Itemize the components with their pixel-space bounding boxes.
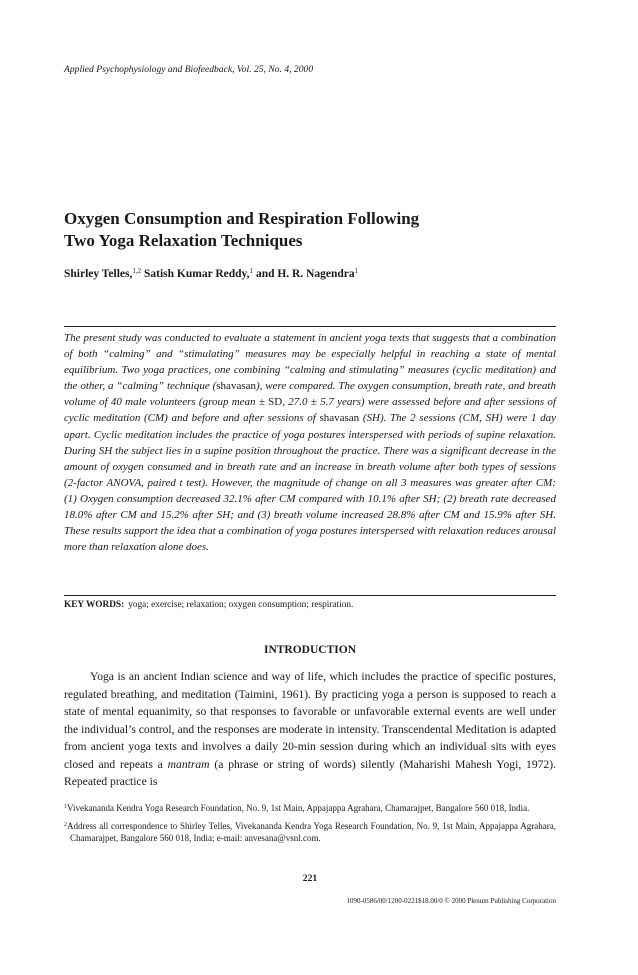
- page-number: 221: [302, 873, 318, 884]
- title-line-2: Two Yoga Relaxation Techniques: [64, 231, 303, 250]
- abstract: [64, 330, 556, 555]
- footnote-mark: 1: [64, 804, 67, 810]
- keywords-label: KEY WORDS:: [64, 600, 125, 610]
- footnote-text: Address all correspondence to Shirley Telles, Vivekananda Kendra Yoga Research Foundation, No. 9, 1st Main, Appajappa Agrahara, Chamarajpet, Bangalore 560 018, India; e-mail: anvesana@vsnl.com.: [67, 820, 556, 844]
- abstract-top-rule: [64, 326, 556, 327]
- abstract-bottom-rule: [64, 595, 556, 596]
- author-name: Satish Kumar Reddy,: [141, 268, 250, 280]
- author-name: Shirley Telles,: [64, 268, 133, 280]
- author-affiliation-mark: 1: [354, 267, 359, 275]
- title-line-1: Oxygen Consumption and Respiration Following: [64, 209, 420, 228]
- abstract-term: shavasan: [216, 380, 256, 393]
- journal-citation: Applied Psychophysiology and Biofeedback, Vol. 25, No. 4, 2000: [64, 64, 314, 75]
- abstract-term: shavasan: [319, 412, 360, 425]
- section-heading: INTRODUCTION: [263, 644, 356, 656]
- paper-page: [64, 0, 556, 975]
- abstract-text: The present study was conducted to evaluate a statement in ancient yoga texts that suggests that a combination of both “calming” and “stimulating” measures may be especially helpful in reaching a state of mental equilibrium. Two yoga practices, one combining “calming and stimulating” measures (cyclic meditation) and the other, a “calming” technique (: [64, 332, 556, 393]
- footnotes: [64, 801, 556, 849]
- footnote-mark: 2: [64, 821, 67, 828]
- body-text: (a phrase or string of words) silently (Maharishi Mahesh Yogi, 1972). Repeated practice is: [64, 757, 556, 788]
- copyright-line: 1090-0586/00/1200-0221$18.00/0 © 2000 Plenum Publishing Corporation: [346, 897, 556, 905]
- author-affiliation-mark: 1,2: [132, 267, 142, 275]
- abstract-term: SD: [268, 396, 283, 409]
- article-title: [64, 208, 419, 252]
- body-text: Yoga is an ancient Indian science and way of life, which includes the practice of specific postures, regulated breathing, and meditation (Taimini, 1961). By practicing yoga a person is supposed to reach a state of mental equanimity, so that responses to favorable or unfavorable external events are well under the individual’s control, and the responses are moderate in intensity. Transcendental Meditation is adapted from ancient yoga texts and involves a daily 20-min session during which an individual sits with eyes closed and repeats a: [64, 670, 556, 771]
- footnote: [64, 819, 556, 845]
- footnote: [64, 801, 556, 815]
- abstract-text: ), were compared. The oxygen consumption, breath rate, and breath volume of 40 male volunteers (group mean ±: [64, 380, 556, 409]
- footnote-text: Vivekananda Kendra Yoga Research Foundation, No. 9, 1st Main, Appajappa Agrahara, Chamarajpet, Bangalore 560 018, India.: [67, 803, 530, 813]
- abstract-text: (SH). The 2 sessions (CM, SH) were 1 day apart. Cyclic meditation includes the practice of yoga postures interspersed with periods of supine relaxation. During SH the subject lies in a supine position throughout the practice. There was a significant decrease in the amount of oxygen consumed and in breath rate and an increase in breath volume after both types of sessions (2-factor ANOVA, paired t test). However, the magnitude of change on all 3 measures was greater after CM: (1) Oxygen consumption decreased 32.1% after CM compared with 10.1% after SH; (2) breath rate decreased 18.0% after CM and 15.2% after SH; and (3) breath volume increased 28.8% after CM and 15.9% after SH. These results support the idea that a combination of yoga postures interspersed with relaxation reduces arousal more than relaxation alone does.: [64, 412, 556, 554]
- abstract-text: , 27.0 ± 5.7 years) were assessed before and after sessions of cyclic meditation (CM) and before and after sessions of: [64, 396, 556, 425]
- body-term: mantram: [167, 757, 210, 771]
- author-list: [64, 267, 358, 280]
- author-affiliation-mark: 1: [249, 267, 254, 275]
- introduction-paragraph: [64, 668, 556, 791]
- keywords: [64, 600, 353, 610]
- author-name: and H. R. Nagendra: [253, 268, 355, 280]
- keywords-text: yoga; exercise; relaxation; oxygen consumption; respiration.: [128, 600, 354, 610]
